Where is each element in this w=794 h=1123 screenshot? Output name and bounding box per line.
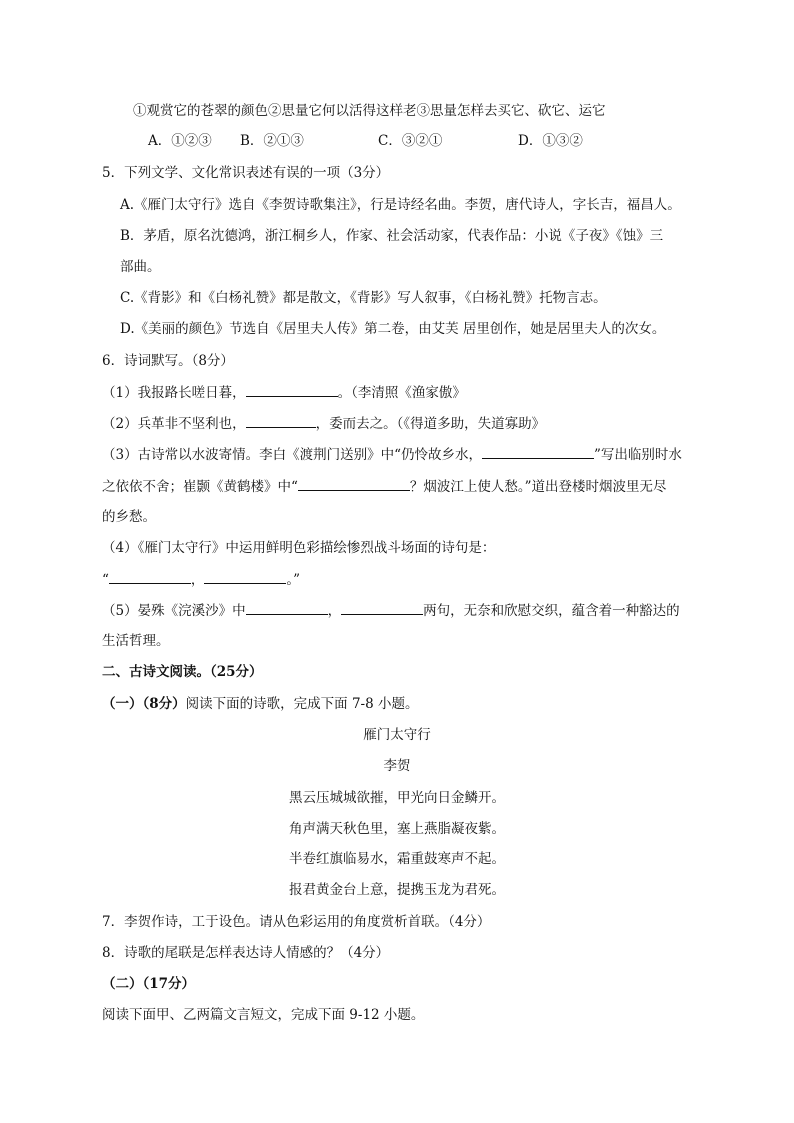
q6-item-3-line2 — [102, 476, 667, 497]
poem-line-3: 半卷红旗临易水，霜重鼓寒声不起。 — [289, 851, 505, 867]
q6-4-blank-1[interactable] — [109, 569, 191, 584]
q6-item-3-line3: 的乡愁。 — [102, 509, 156, 525]
poem-author: 李贺 — [383, 758, 411, 774]
q6-4-blank-2[interactable] — [204, 569, 286, 584]
q6-1-suffix: 。（李清照《渔家傲》 — [337, 385, 466, 401]
question-8: 8．诗歌的尾联是怎样表达诗人情感的？（4分） — [102, 945, 390, 961]
q6-5-prefix: （5）晏殊《浣溪沙》中 — [102, 603, 246, 619]
poem-line-1: 黑云压城城欲摧，甲光向日金鳞开。 — [289, 790, 505, 806]
poem-line-4: 报君黄金台上意，提携玉龙为君死。 — [289, 882, 505, 898]
q6-5-comma: ， — [327, 603, 342, 619]
q6-item-4: （4）《雁门太守行》中运用鲜明色彩描绘惨烈战斗场面的诗句是： — [102, 540, 496, 556]
q4-stem: ①观赏它的苍翠的颜色②思量它何以活得这样老③思量怎样去买它、砍它、运它 — [133, 103, 606, 119]
q6-title: 6．诗词默写。（8分） — [102, 353, 234, 369]
q5-option-c: C.《背影》和《白杨礼赞》都是散文，《背影》写人叙事，《白杨礼赞》托物言志。 — [120, 290, 607, 306]
q6-item-2 — [102, 413, 545, 434]
q4-option-a: A．①②③ — [148, 133, 212, 149]
q4-option-d: D．①③② — [518, 133, 583, 149]
q5-option-b: B．茅盾，原名沈德鸿，浙江桐乡人，作家、社会活动家，代表作品：小说《子夜》《蚀》三 — [120, 228, 664, 244]
part1-label: （一）（8分） — [102, 696, 186, 712]
q4-option-c: C．③②① — [378, 133, 443, 149]
q5-option-a: A.《雁门太守行》选自《李贺诗歌集注》，行是诗经名曲。李贺，唐代诗人，字长吉，福昌人。 — [120, 197, 681, 213]
q6-2-suffix: ，委而去之。（《得道多助，失道寡助》 — [315, 416, 546, 432]
q6-4-close-quote: 。” — [286, 572, 301, 588]
q6-3-line2-suffix: ？烟波江上使人愁。”道出登楼时烟波里无尽 — [409, 479, 667, 495]
q5-option-d: D.《美丽的颜色》节选自《居里夫人传》第二卷，由艾芙 居里创作，她是居里夫人的次女。 — [120, 321, 666, 337]
poem-title: 雁门太守行 — [363, 727, 431, 743]
part1-instruction: 阅读下面的诗歌，完成下面 7-8 小题。 — [185, 696, 419, 712]
section2-part2-label: （二）（17分） — [102, 976, 196, 992]
q6-2-blank[interactable] — [246, 413, 316, 428]
q6-3-line2-prefix: 之依依不舍；崔颢《黄鹤楼》中“ — [102, 479, 298, 495]
q6-4-comma: ， — [190, 572, 205, 588]
q6-2-prefix: （2）兵革非不坚利也， — [102, 416, 246, 432]
q5-title: 5．下列文学、文化常识表述有误的一项（3分） — [102, 165, 390, 181]
q5-option-b-cont: 部曲。 — [120, 259, 161, 275]
section2-title: 二、古诗文阅读。（25分） — [102, 664, 263, 680]
q6-3-blank-2[interactable] — [298, 476, 410, 491]
q6-1-prefix: （1）我报路长嗟日暮， — [102, 385, 246, 401]
poem-line-2: 角声满天秋色里，塞上燕脂凝夜紫。 — [289, 821, 505, 837]
section2-part1-intro — [102, 694, 418, 714]
question-7: 7．李贺作诗，工于设色。请从色彩运用的角度赏析首联。（4分） — [102, 914, 491, 930]
q6-item-3 — [102, 444, 682, 465]
q6-5-suffix: 两句，无奈和欣慰交织，蕴含着一种豁达的 — [423, 603, 680, 619]
q6-3-suffix: ”写出临别时水 — [594, 447, 682, 463]
q4-option-b: B．②①③ — [240, 133, 304, 149]
q6-item-1 — [102, 382, 466, 403]
section2-part2-instruction: 阅读下面甲、乙两篇文言短文，完成下面 9-12 小题。 — [102, 1007, 425, 1023]
q6-item-5 — [102, 600, 680, 621]
q6-4-open-quote: “ — [102, 572, 109, 588]
q6-1-blank[interactable] — [246, 382, 338, 397]
q6-5-blank-2[interactable] — [341, 600, 423, 615]
q6-5-blank-1[interactable] — [246, 600, 328, 615]
q6-3-prefix: （3）古诗常以水波寄情。李白《渡荆门送别》中“仍怜故乡水， — [102, 447, 482, 463]
q6-3-blank-1[interactable] — [482, 444, 594, 459]
q6-item-5-line2: 生活哲理。 — [102, 633, 170, 649]
q6-item-4-answer — [102, 569, 300, 590]
